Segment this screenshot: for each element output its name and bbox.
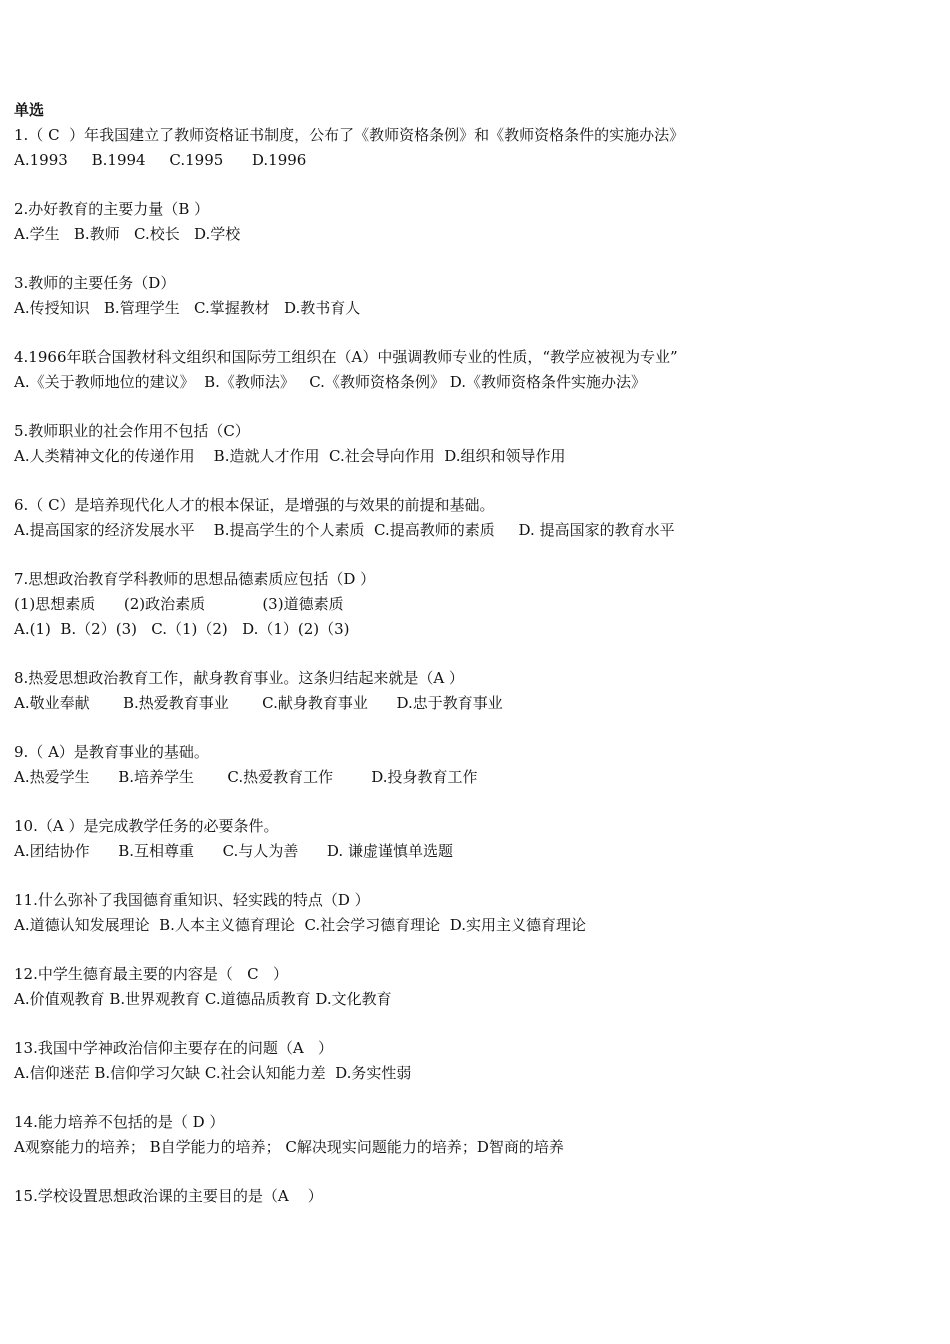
question-stem: 5.教师职业的社会作用不包括（C）: [14, 422, 250, 440]
question-stem: 4.1966年联合国教材科文组织和国际劳工组织在（A）中强调教师专业的性质，“教学应被视为专业”: [14, 348, 678, 366]
question-options: A.学生 B.教师 C.校长 D.学校: [14, 225, 241, 243]
question-options: A.热爱学生 B.培养学生 C.热爱教育工作 D.投身教育工作: [14, 768, 478, 786]
document-page: [14, 98, 934, 1233]
question-options: A观察能力的培养； B自学能力的培养； C解决现实问题能力的培养；D智商的培养: [14, 1138, 564, 1156]
question-options: A.1993 B.1994 C.1995 D.1996: [14, 151, 307, 169]
question-options: A.提高国家的经济发展水平 B.提高学生的个人素质 C.提高教师的素质 D. 提高国家的教育水平: [14, 521, 675, 539]
section-title: 单选: [14, 101, 45, 119]
question-options: A.《关于教师地位的建议》 B.《教师法》 C.《教师资格条例》 D.《教师资格条件实施办法》: [14, 373, 646, 391]
question-options: A.人类精神文化的传递作用 B.造就人才作用 C.社会导向作用 D.组织和领导作用: [14, 447, 566, 465]
question-stem: 15.学校设置思想政治课的主要目的是（A ）: [14, 1187, 323, 1205]
question-2: [14, 197, 934, 247]
question-6: [14, 493, 934, 543]
question-options: A.信仰迷茫 B.信仰学习欠缺 C.社会认知能力差 D.务实性弱: [14, 1064, 412, 1082]
question-options: A.(1) B.（2）(3) C.（1)（2) D.（1）(2)（3): [14, 620, 350, 638]
question-11: [14, 888, 934, 938]
question-stem: 10.（A ）是完成教学任务的必要条件。: [14, 817, 279, 835]
question-15: [14, 1184, 934, 1209]
question-stem: 12.中学生德育最主要的内容是（ C ）: [14, 965, 288, 983]
question-sub-items: (1)思想素质 (2)政治素质 (3)道德素质: [14, 595, 344, 613]
question-stem: 7.思想政治教育学科教师的思想品德素质应包括（D ）: [14, 570, 376, 588]
question-stem: 8.热爱思想政治教育工作，献身教育事业。这条归结起来就是（A ）: [14, 669, 464, 687]
question-14: [14, 1110, 934, 1160]
question-1: [14, 123, 934, 173]
question-4: [14, 345, 934, 395]
question-stem: 9.（ A）是教育事业的基础。: [14, 743, 209, 761]
question-options: A.道德认知发展理论 B.人本主义德育理论 C.社会学习德育理论 D.实用主义德育理论: [14, 916, 586, 934]
question-7: [14, 567, 934, 642]
question-stem: 2.办好教育的主要力量（B ）: [14, 200, 210, 218]
question-stem: 11.什么弥补了我国德育重知识、轻实践的特点（D ）: [14, 891, 370, 909]
question-8: [14, 666, 934, 716]
question-3: [14, 271, 934, 321]
question-stem: 6.（ C）是培养现代化人才的根本保证，是增强的与效果的前提和基础。: [14, 496, 495, 514]
question-stem: 13.我国中学神政治信仰主要存在的问题（A ）: [14, 1039, 333, 1057]
question-5: [14, 419, 934, 469]
question-stem: 14.能力培养不包括的是（ D ）: [14, 1113, 225, 1131]
question-options: A.价值观教育 B.世界观教育 C.道德品质教育 D.文化教育: [14, 990, 392, 1008]
question-10: [14, 814, 934, 864]
question-options: A.传授知识 B.管理学生 C.掌握教材 D.教书育人: [14, 299, 361, 317]
question-13: [14, 1036, 934, 1086]
question-options: A.团结协作 B.互相尊重 C.与人为善 D. 谦虚谨慎单选题: [14, 842, 453, 860]
question-stem: 3.教师的主要任务（D）: [14, 274, 176, 292]
question-options: A.敬业奉献 B.热爱教育事业 C.献身教育事业 D.忠于教育事业: [14, 694, 503, 712]
question-9: [14, 740, 934, 790]
question-12: [14, 962, 934, 1012]
question-stem: 1.（ C ）年我国建立了教师资格证书制度，公布了《教师资格条例》和《教师资格条件的实施办法》: [14, 126, 685, 144]
